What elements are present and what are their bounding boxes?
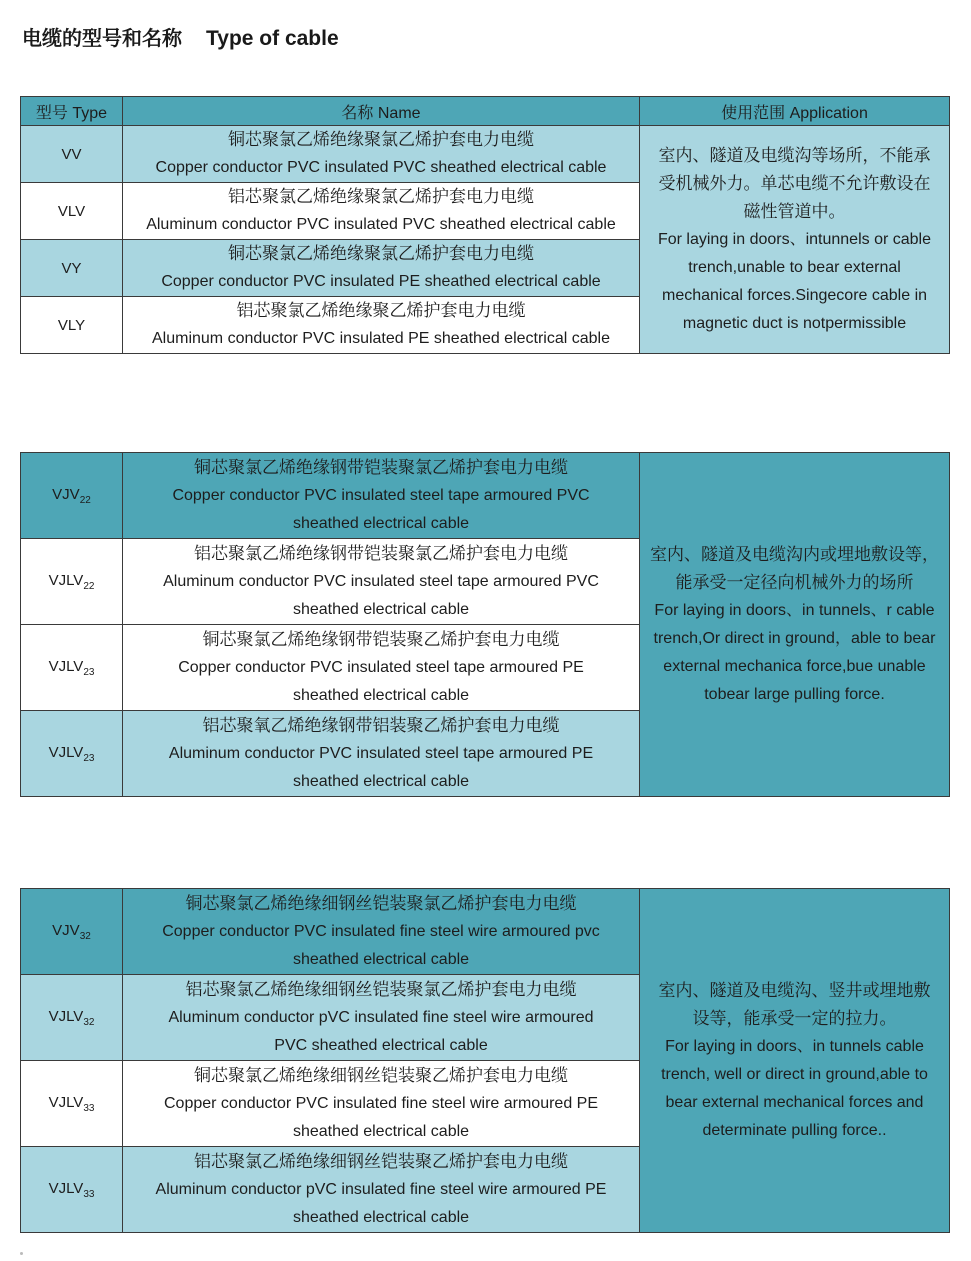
page-heading <box>22 22 339 52</box>
application-en-line: trench,Or direct in ground，able to bear <box>653 629 936 647</box>
name-zh: 铝芯聚氯乙烯绝缘细钢丝铠装聚乙烯护套电力电缆 <box>194 1151 568 1172</box>
name-cell <box>123 625 640 711</box>
type-cell: $VJLV_{22}$ <box>21 539 123 625</box>
type-cell: VLY <box>21 297 123 354</box>
type-cell: VV <box>21 126 123 183</box>
cable-table-3 <box>20 888 950 1233</box>
type-cell: VY <box>21 240 123 297</box>
application-zh-line: 能承受一定径向机械外力的场所 <box>675 572 914 593</box>
name-en: sheathed electrical cable <box>292 600 470 618</box>
name-cell <box>123 1147 640 1233</box>
header-name: 名称 Name <box>123 97 640 126</box>
application-en-line: external mechanica force,bue unable <box>663 657 926 675</box>
name-en: Copper conductor PVC insulated fine steel wire armoured pvc <box>162 922 600 940</box>
name-cell <box>123 453 640 539</box>
name-en: Copper conductor PVC insulated fine steel wire armoured PE <box>164 1094 598 1112</box>
application-cell <box>640 889 950 1233</box>
name-zh: 铜芯聚氯乙烯绝缘细钢丝铠装聚乙烯护套电力电缆 <box>194 1065 568 1086</box>
heading-en: Type of cable <box>206 27 339 50</box>
application-en-line: For laying in doors、intunnels or cable <box>657 230 932 248</box>
name-zh: 铜芯聚氯乙烯绝缘聚氯乙烯护套电力电缆 <box>228 130 534 150</box>
name-en: Aluminum conductor pVC insulated fine steel wire armoured <box>168 1008 594 1026</box>
name-en: PVC sheathed electrical cable <box>274 1036 488 1054</box>
name-zh: 铜芯聚氯乙烯绝缘细钢丝铠装聚氯乙烯护套电力电缆 <box>185 893 577 914</box>
name-cell <box>123 183 640 240</box>
name-en: sheathed electrical cable <box>292 1122 470 1140</box>
name-zh: 铝芯聚氧乙烯绝缘钢带铝装聚乙烯护套电力电缆 <box>202 715 560 736</box>
name-cell <box>123 711 640 797</box>
name-zh: 铜芯聚氯乙烯绝缘钢带铠装聚氯乙烯护套电力电缆 <box>194 457 568 478</box>
name-cell <box>123 126 640 183</box>
name-zh: 铝芯聚氯乙烯绝缘钢带铠装聚氯乙烯护套电力电缆 <box>194 543 568 564</box>
type-cell: $VJV_{22}$ <box>21 453 123 539</box>
application-zh-line: 室内、隧道及电缆沟内或埋地敷设等， <box>650 544 939 565</box>
name-cell <box>123 297 640 354</box>
application-cell <box>640 126 950 354</box>
application-en-line: bear external mechanical forces and <box>665 1093 924 1111</box>
application-en-line: magnetic duct is notpermissible <box>682 314 907 332</box>
table-row <box>21 453 950 539</box>
name-en: Copper conductor PVC insulated steel tape armoured PE <box>178 658 584 676</box>
name-cell <box>123 1061 640 1147</box>
name-cell <box>123 240 640 297</box>
name-en: sheathed electrical cable <box>292 514 470 532</box>
name-zh: 铝芯聚氯乙烯绝缘聚氯乙烯护套电力电缆 <box>228 187 534 207</box>
name-en: Copper conductor PVC insulated PE sheathed electrical cable <box>161 273 601 290</box>
application-en-line: For laying in doors、in tunnels、r cable <box>654 601 935 619</box>
application-zh-line: 磁性管道中。 <box>743 201 846 222</box>
name-zh: 铜芯聚氯乙烯绝缘钢带铠装聚乙烯护套电力电缆 <box>202 629 560 650</box>
name-en: Aluminum conductor PVC insulated PE sheathed electrical cable <box>151 330 611 347</box>
name-cell <box>123 539 640 625</box>
type-cell: $VJLV_{33}$ <box>21 1061 123 1147</box>
application-en-line: For laying in doors、in tunnels cable <box>665 1037 924 1055</box>
name-en: sheathed electrical cable <box>292 950 470 968</box>
type-cell: $VJV_{32}$ <box>21 889 123 975</box>
corner-dot <box>20 1252 23 1255</box>
application-zh-line: 设等，能承受一定的拉力。 <box>692 1008 897 1029</box>
heading-zh: 电缆的型号和名称 <box>22 26 182 50</box>
type-cell: $VJLV_{23}$ <box>21 625 123 711</box>
cable-table-2 <box>20 452 950 797</box>
name-en: Copper conductor PVC insulated steel tape armoured PVC <box>172 486 590 504</box>
type-cell: $VJLV_{32}$ <box>21 975 123 1061</box>
application-zh-line: 室内、隧道及电缆沟、竖井或埋地敷 <box>658 980 931 1001</box>
name-zh: 铜芯聚氯乙烯绝缘聚氯乙烯护套电力电缆 <box>228 244 534 264</box>
table-header-row <box>21 97 950 126</box>
table-row <box>21 126 950 183</box>
type-cell: $VJLV_{33}$ <box>21 1147 123 1233</box>
name-en: sheathed electrical cable <box>292 772 470 790</box>
application-en-line: trench,unable to bear external <box>688 258 901 276</box>
type-cell: VLV <box>21 183 123 240</box>
type-cell: $VJLV_{23}$ <box>21 711 123 797</box>
name-en: Aluminum conductor PVC insulated steel tape armoured PE <box>168 744 594 762</box>
name-en: sheathed electrical cable <box>292 1208 470 1226</box>
name-en: Aluminum conductor PVC insulated steel tape armoured PVC <box>163 572 599 590</box>
header-type: 型号 Type <box>21 97 123 126</box>
application-en-line: mechanical forces.Singecore cable in <box>661 286 928 304</box>
name-zh: 铝芯聚氯乙烯绝缘聚乙烯护套电力电缆 <box>236 301 526 321</box>
name-zh: 铝芯聚氯乙烯绝缘细钢丝铠装聚氯乙烯护套电力电缆 <box>185 979 577 1000</box>
name-en: sheathed electrical cable <box>292 686 470 704</box>
name-cell <box>123 975 640 1061</box>
application-cell <box>640 453 950 797</box>
table-row <box>21 889 950 975</box>
name-en: Aluminum conductor pVC insulated fine steel wire armoured PE <box>155 1180 607 1198</box>
application-en-line: tobear large pulling force. <box>704 685 885 703</box>
header-application: 使用范围 Application <box>640 97 950 126</box>
application-en-line: trench, well or direct in ground,able to <box>661 1065 928 1083</box>
application-zh-line: 受机械外力。单芯电缆不允许敷设在 <box>658 173 931 194</box>
name-en: Copper conductor PVC insulated PVC sheathed electrical cable <box>155 159 607 176</box>
application-zh-line: 室内、隧道及电缆沟等场所，不能承 <box>658 145 931 166</box>
cable-table-1 <box>20 96 950 354</box>
name-cell <box>123 889 640 975</box>
name-en: Aluminum conductor PVC insulated PVC sheathed electrical cable <box>146 216 616 233</box>
application-en-line: determinate pulling force.. <box>702 1121 887 1139</box>
